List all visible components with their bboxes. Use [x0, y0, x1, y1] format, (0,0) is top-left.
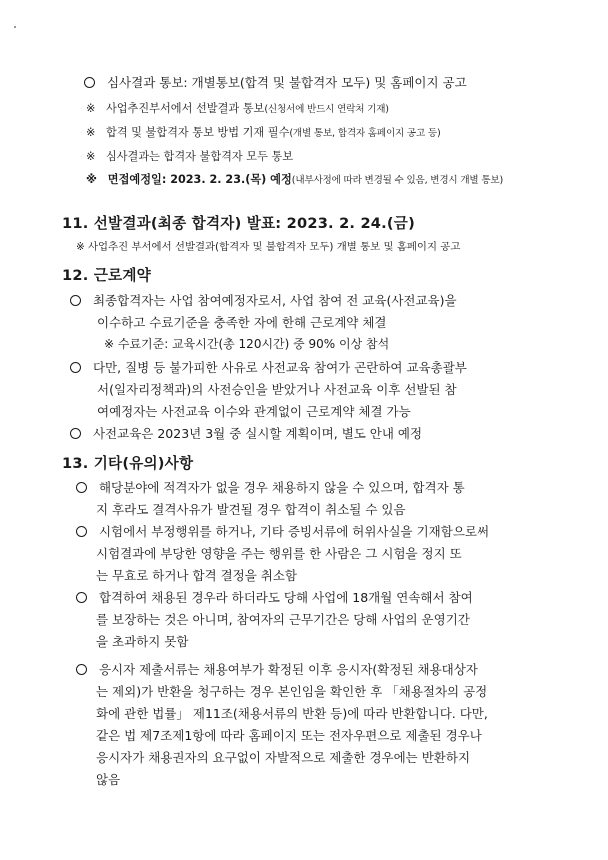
item-line: 이수하고 수료기준을 충족한 자에 한해 근로계약 체결: [97, 315, 387, 330]
item-line: 최종합격자는 사업 참여예정자로서, 사업 참여 전 교육(사전교육)을: [92, 293, 457, 308]
completion-criteria-note: ※ 수료기준: 교육시간(총 120시간) 중 90% 이상 참석: [104, 337, 390, 351]
circle-bullet-icon: [76, 482, 87, 493]
scan-speck: [14, 26, 16, 28]
circle-bullet-icon: [70, 295, 81, 306]
notice-item: [76, 478, 465, 496]
contract-item: [70, 291, 457, 309]
note-mark: ※: [86, 126, 96, 139]
note-mark: ※: [86, 102, 96, 115]
note-mark: ※: [86, 173, 97, 186]
notice-item: [76, 660, 478, 678]
note-row: [86, 100, 389, 116]
notification-text: 심사결과 통보: 개별통보(합격 및 불합격자 모두) 및 홈페이지 공고: [106, 75, 467, 90]
section-12-heading: 12. 근로계약: [62, 267, 151, 284]
contract-item: [70, 424, 422, 442]
item-line: 응시자가 채용권자의 요구없이 자발적으로 제출한 경우에는 반환하지: [96, 750, 471, 765]
item-line: 는 무효로 하거나 합격 결정을 취소함: [96, 568, 297, 583]
note-small-text: (내부사정에 따라 변경될 수 있음, 변경시 개별 통보): [291, 175, 504, 186]
item-line: 를 보장하는 것은 아니며, 참여자의 근무기간은 당해 사업의 운영기간: [96, 612, 470, 627]
section-13-heading: 13. 기타(유의)사항: [62, 455, 194, 472]
note-row: [86, 148, 293, 164]
note-small-text: (신청서에 반드시 연락처 기재): [264, 104, 389, 115]
item-line: 합격하여 채용된 경우라 하더라도 당해 사업에 18개월 연속해서 참여: [98, 590, 473, 605]
notice-item: [76, 588, 473, 606]
circle-bullet-icon: [76, 526, 87, 537]
item-line: 해당분야에 적격자가 없을 경우 채용하지 않을 수 있으며, 합격자 통: [98, 480, 465, 495]
item-line: 지 후라도 결격사유가 발견될 경우 합격이 취소될 수 있음: [96, 502, 406, 517]
circle-bullet-icon: [70, 362, 81, 373]
item-line: 화에 관한 법률」 제11조(채용서류의 반환 등)에 따라 반환합니다. 다만,: [96, 706, 488, 721]
note-row-interview: [86, 171, 503, 187]
note-small-text: (개별 통보, 합격자 홈페이지 공고 등): [289, 128, 441, 139]
item-line: 같은 법 제7조제1항에 따라 홈페이지 또는 전자우편으로 제출된 경우나: [96, 728, 482, 743]
item-line: 응시자 제출서류는 채용여부가 확정된 이후 응시자(확정된 채용대상자: [98, 662, 478, 677]
item-line: 여예정자는 사전교육 이수와 관계없이 근로계약 체결 가능: [97, 404, 411, 419]
section-11-heading: 11. 선발결과(최종 합격자) 발표: 2023. 2. 24.(금): [62, 215, 415, 232]
note-text: 사업추진부서에서 선발결과 통보: [105, 102, 265, 115]
notification-item: [84, 73, 467, 91]
item-line: 다만, 질병 등 불가피한 사유로 사전교육 참여가 곤란하여 교육총괄부: [92, 360, 467, 375]
note-mark: ※: [86, 150, 96, 163]
note-text: 심사결과는 합격자 불합격자 모두 통보: [105, 150, 294, 163]
item-line: 사전교육은 2023년 3월 중 실시할 계획이며, 별도 안내 예정: [92, 426, 423, 441]
notice-item: [76, 522, 489, 540]
contract-item: [70, 358, 467, 376]
item-line: 않음: [96, 772, 121, 787]
item-line: 서(일자리정책과)의 사전승인을 받았거나 사전교육 이후 선발된 참: [97, 382, 457, 397]
item-line: 을 초과하지 못함: [96, 634, 189, 649]
item-line: 시험에서 부정행위를 하거나, 기타 증빙서류에 허위사실을 기재함으로써: [98, 524, 490, 539]
note-text: 합격 및 불합격자 통보 방법 기재 필수: [105, 126, 290, 139]
circle-bullet-icon: [70, 428, 81, 439]
circle-bullet-icon: [84, 77, 95, 88]
section-11-note: ※ 사업추진 부서에서 선발결과(합격자 및 불합격자 모두) 개별 통보 및 홈페이지 공고: [76, 241, 461, 253]
note-row: [86, 124, 441, 140]
circle-bullet-icon: [76, 592, 87, 603]
item-line: 는 제외)가 반환을 청구하는 경우 본인임을 확인한 후 「채용절차의 공정: [96, 684, 488, 699]
circle-bullet-icon: [76, 664, 87, 675]
item-line: 시험결과에 부당한 영향을 주는 행위를 한 사람은 그 시험을 정지 또: [96, 546, 462, 561]
note-text: 면접예정일: 2023. 2. 23.(목) 예정: [107, 173, 292, 186]
